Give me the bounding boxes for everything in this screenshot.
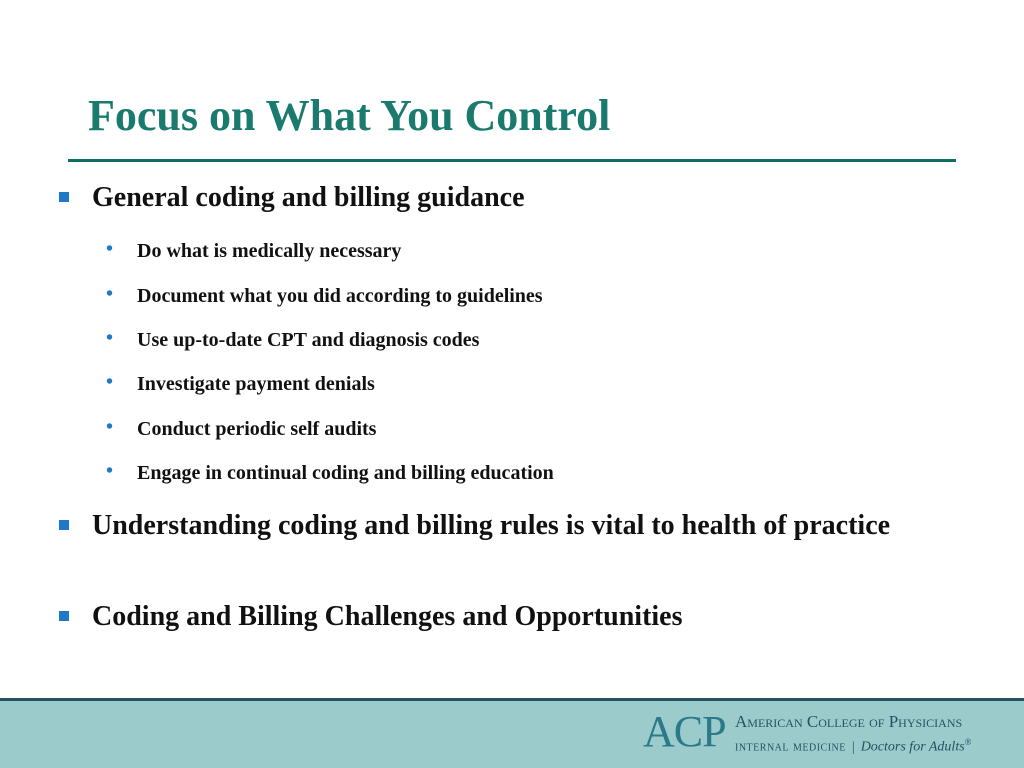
title-divider bbox=[68, 159, 956, 162]
dot-bullet-icon: • bbox=[106, 460, 114, 482]
sub-bullet-item bbox=[106, 283, 543, 308]
square-bullet-icon bbox=[59, 192, 69, 202]
sub-bullet-text: Use up-to-date CPT and diagnosis codes bbox=[137, 329, 480, 351]
dot-bullet-icon: • bbox=[106, 283, 114, 305]
sub-bullet-item bbox=[106, 416, 377, 441]
tagline-left: internal medicine bbox=[735, 739, 846, 755]
organization-tagline bbox=[735, 733, 972, 757]
dot-bullet-icon: • bbox=[106, 416, 114, 438]
sub-bullet-text: Do what is medically necessary bbox=[137, 240, 402, 262]
bullet-text: General coding and billing guidance bbox=[92, 182, 525, 213]
sub-bullet-text: Investigate payment denials bbox=[137, 373, 375, 395]
sub-bullet-item bbox=[106, 371, 375, 396]
sub-bullet-text: Document what you did according to guidelines bbox=[137, 285, 543, 307]
dot-bullet-icon: • bbox=[106, 327, 114, 349]
slide-title: Focus on What You Control bbox=[88, 91, 611, 140]
acp-logo: ACP bbox=[643, 707, 726, 756]
square-bullet-icon bbox=[59, 611, 69, 621]
tagline-separator: | bbox=[851, 739, 855, 755]
bullet-item bbox=[92, 510, 972, 542]
dot-bullet-icon: • bbox=[106, 371, 114, 393]
sub-bullet-item bbox=[106, 327, 480, 352]
dot-bullet-icon: • bbox=[106, 238, 114, 260]
sub-bullet-item bbox=[106, 238, 402, 263]
bullet-text: Understanding coding and billing rules is vital to health of practice bbox=[92, 510, 891, 541]
bullet-item bbox=[92, 182, 972, 214]
sub-bullet-text: Engage in continual coding and billing education bbox=[137, 462, 554, 484]
sub-bullet-item bbox=[106, 460, 554, 485]
square-bullet-icon bbox=[59, 520, 69, 530]
registered-mark: ® bbox=[964, 737, 972, 747]
sub-bullet-text: Conduct periodic self audits bbox=[137, 418, 377, 440]
tagline-right: Doctors for Adults bbox=[860, 739, 965, 755]
organization-name: American College of Physicians bbox=[735, 712, 963, 731]
bullet-item bbox=[92, 601, 972, 633]
bullet-text: Coding and Billing Challenges and Opportunities bbox=[92, 601, 683, 632]
